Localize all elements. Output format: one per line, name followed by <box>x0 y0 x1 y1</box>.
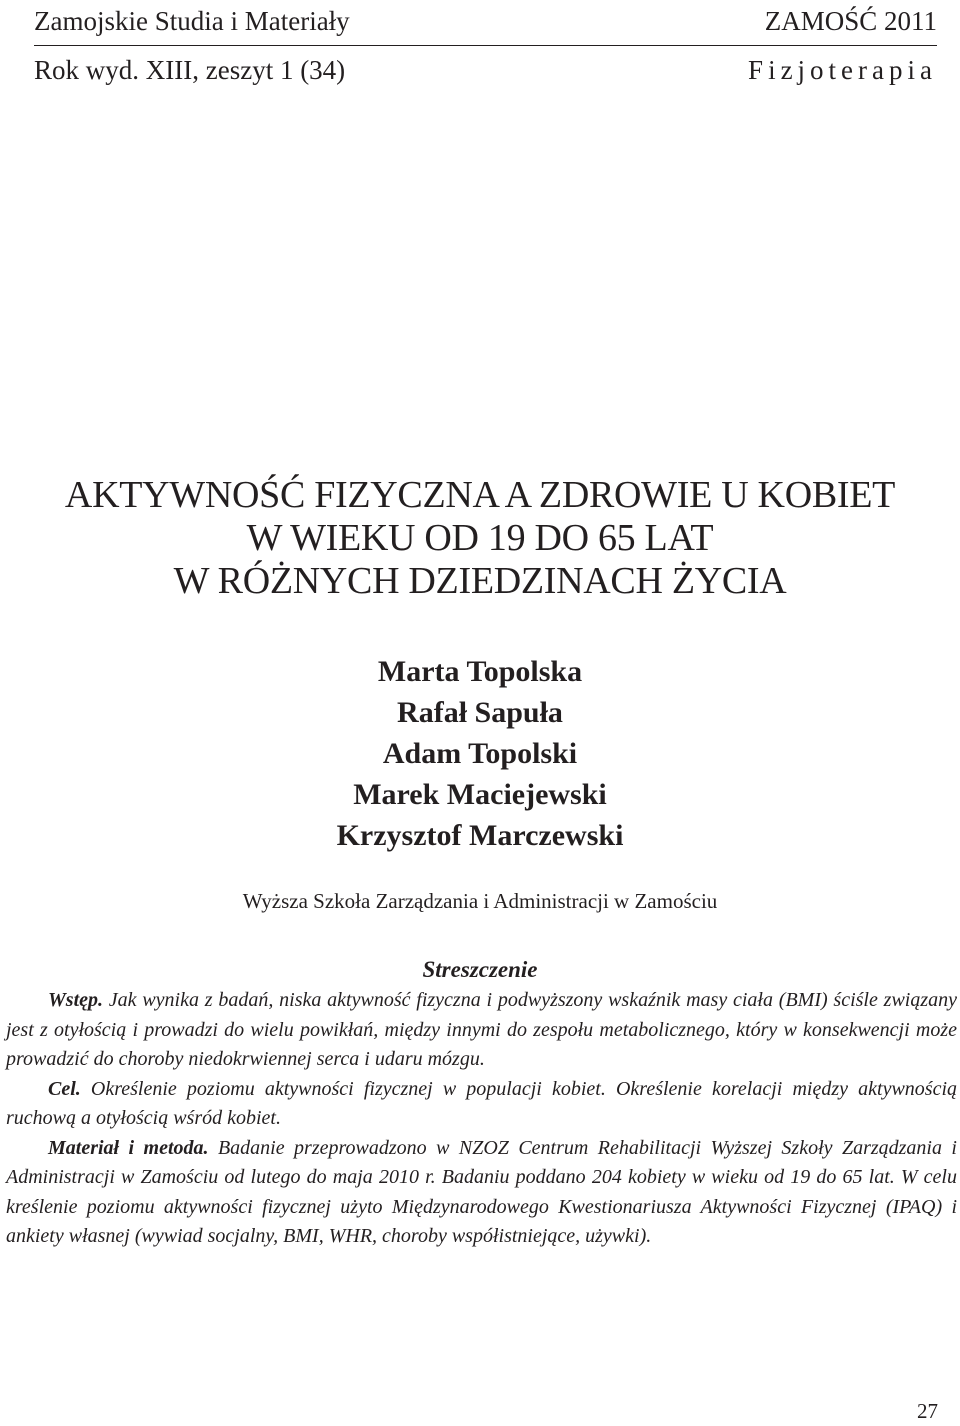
abstract-heading: Streszczenie <box>422 957 538 982</box>
title-line: AKTYWNOŚĆ FIZYCZNA A ZDROWIE U KOBIET <box>64 474 896 516</box>
paragraph-label: Cel. <box>48 1077 81 1100</box>
title-line: W WIEKU OD 19 DO 65 LAT <box>246 517 714 559</box>
paragraph-text: Badanie przeprowadzono w NZOZ Centrum Rehabilitacji Wyższej Szkoły Zarządzania i Administracji w Zamościu od lutego do maja 2010 r. Badaniu poddano 204 kobiety w wieku od 19 do 65 lat. W celu kreślenie poziomu aktywności fizycznej użyto Międzynarodowego Kwestionariusza Aktywności Fizycznej (IPAQ) i ankiety własnej (wywiad socjalny, BMI, WHR, choroby współistniejące, używki). <box>6 1136 957 1247</box>
page-number: 27 <box>917 1399 938 1423</box>
abstract-paragraph-intro <box>6 986 957 1075</box>
author-name: Rafał Sapuła <box>397 696 563 729</box>
author-name: Marta Topolska <box>377 655 583 688</box>
author-name: Krzysztof Marczewski <box>336 819 624 852</box>
paragraph-text: Jak wynika z badań, niska aktywność fizyczna i podwyższony wskaźnik masy ciała (BMI) ściśle związany jest z otyłością i prowadzi do wielu powikłań, między innymi do zespołu metabolicznego, który w konsekwencji może prowadzić do choroby niedokrwiennej serca i udaru mózgu. <box>6 989 957 1070</box>
paragraph-label: Wstęp. <box>48 989 103 1011</box>
affiliation: Wyższa Szkoła Zarządzania i Administracji w Zamościu <box>242 889 718 913</box>
abstract-paragraph-methods <box>6 1134 957 1252</box>
author-list <box>0 651 960 856</box>
paragraph-label: Materiał i metoda. <box>48 1136 209 1159</box>
abstract-body <box>6 986 957 1252</box>
author-name: Adam Topolski <box>382 737 578 770</box>
header-top-row <box>34 8 937 35</box>
section-name: Fizjoterapia <box>748 55 937 85</box>
volume-info: Rok wyd. XIII, zeszyt 1 (34) <box>34 55 346 85</box>
journal-name: Zamojskie Studia i Materiały <box>34 6 350 36</box>
abstract-paragraph-aim <box>6 1075 957 1134</box>
title-line: W RÓŻNYCH DZIEDZINACH ŻYCIA <box>173 560 787 602</box>
author-name: Marek Maciejewski <box>353 778 607 811</box>
header-rule <box>34 45 937 46</box>
header-bottom-row <box>34 57 937 84</box>
place-year: ZAMOŚĆ 2011 <box>764 6 937 36</box>
paragraph-text: Określenie poziomu aktywności fizycznej w populacji kobiet. Określenie korelacji między aktywnością ruchową a otyłością wśród kobiet. <box>6 1077 957 1129</box>
article-title <box>0 474 960 603</box>
